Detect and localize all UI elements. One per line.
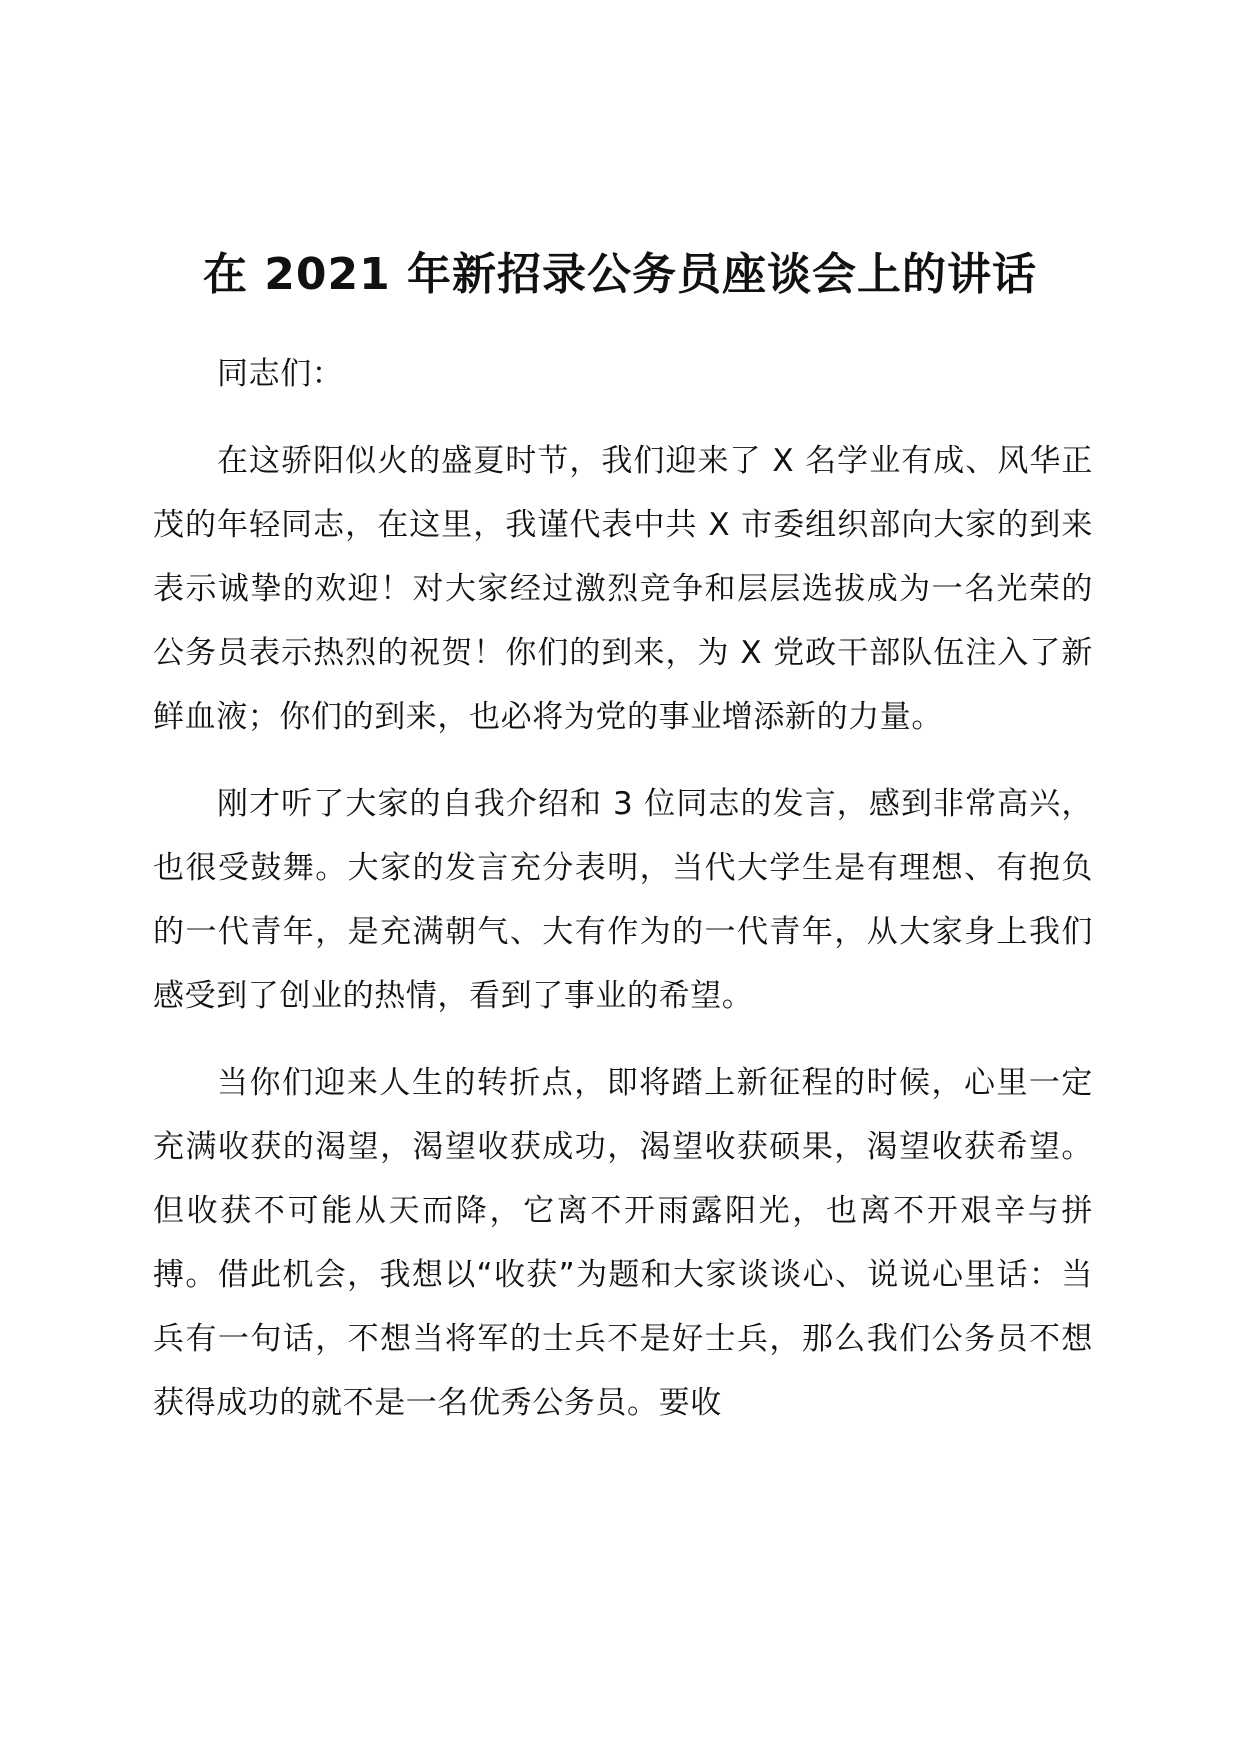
greeting: 同志们：	[217, 356, 344, 392]
document-title: 在 2021 年新招录公务员座谈会上的讲话	[202, 249, 1038, 300]
paragraph-1: 在这骄阳似火的盛夏时节，我们迎来了 X 名学业有成、风华正茂的年轻同志，在这里，我谨代表中共 X 市委组织部向大家的到来表示诚挚的欢迎！对大家经过激烈竞争和层层选拔成为一名光荣的公务员表示热烈的祝贺！你们的到来，为 X 党政干部队伍注入了新鲜血液；你们的到来，也必将为党的事业增添新的力量。	[153, 443, 1093, 735]
document-body	[153, 342, 1093, 1435]
paragraph-2: 刚才听了大家的自我介绍和 3 位同志的发言，感到非常高兴，也很受鼓舞。大家的发言充分表明，当代大学生是有理想、有抱负的一代青年，是充满朝气、大有作为的一代青年，从大家身上我们感受到了创业的热情，看到了事业的希望。	[153, 786, 1093, 1014]
paragraph-3: 当你们迎来人生的转折点，即将踏上新征程的时候，心里一定充满收获的渴望，渴望收获成功，渴望收获硕果，渴望收获希望。但收获不可能从天而降，它离不开雨露阳光，也离不开艰辛与拼搏。借此机会，我想以“收获”为题和大家谈谈心、说说心里话：当兵有一句话，不想当将军的士兵不是好士兵，那么我们公务员不想获得成功的就不是一名优秀公务员。要收	[153, 1065, 1093, 1421]
